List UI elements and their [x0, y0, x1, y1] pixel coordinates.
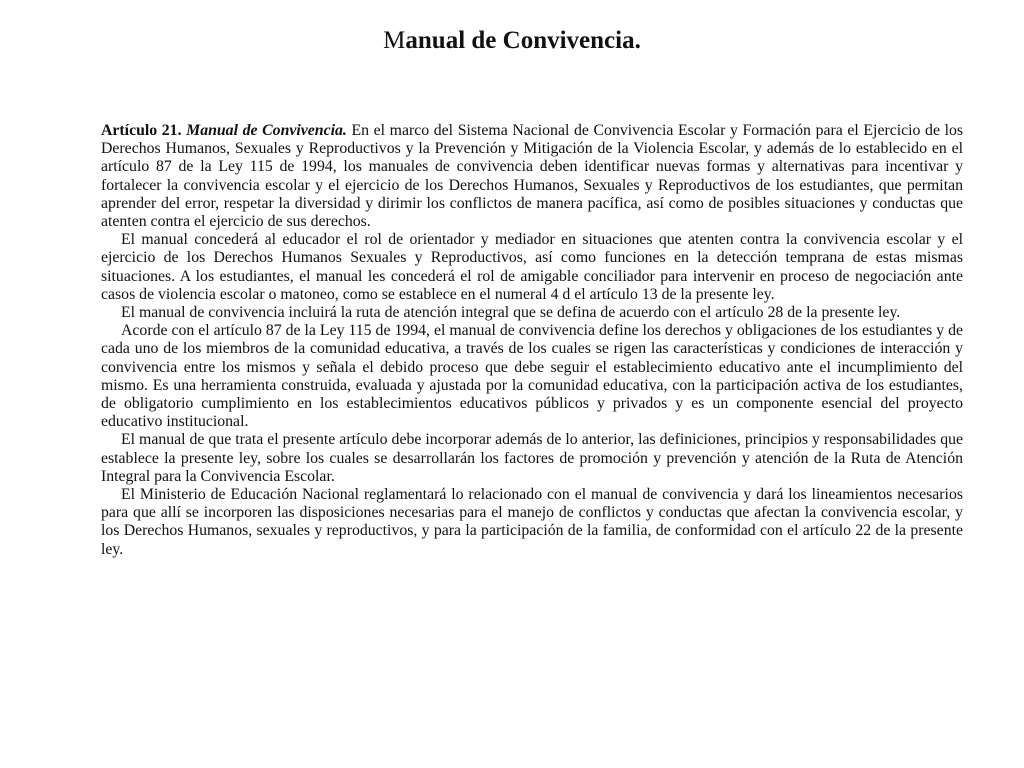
article-paragraph-4: Acorde con el artículo 87 de la Ley 115 de 1994, el manual de convivencia define los derechos y obligaciones de los estudiantes y de cada uno de los miembros de la comunidad educativa, a través de los cuales se rigen las características y condiciones de interacción y convivencia entre los mismos y señala el debido proceso que debe seguir el establecimiento educativo ante el incumplimiento del mismo. Es una herramienta construida, evaluada y ajustada por la comunidad educativa, con la participación activa de los estudiantes, de obligatorio cumplimiento en los establecimientos educativos públicos y privados y es un componente esencial del proyecto educativo institucional. [101, 322, 963, 431]
article-paragraph-1 [101, 122, 963, 231]
article-number: Artículo 21. [101, 122, 182, 139]
article-paragraph-5: El manual de que trata el presente artículo debe incorporar además de lo anterior, las definiciones, principios y responsabilidades que establece la presente ley, sobre los cuales se desarrollarán los factores de promoción y prevención y atención de la Ruta de Atención Integral para la Convivencia Escolar. [101, 431, 963, 485]
article-paragraph-3: El manual de convivencia incluirá la ruta de atención integral que se defina de acuerdo con el artículo 28 de la presente ley. [121, 304, 901, 322]
page-title [0, 24, 1024, 58]
article-body [101, 122, 963, 559]
article-paragraph-6: El Ministerio de Educación Nacional reglamentará lo relacionado con el manual de convivencia y dará los lineamientos necesarios para que allí se incorporen las disposiciones necesarias para el manejo de conflictos y conductas que afectan la convivencia escolar, y los Derechos Humanos, sexuales y reproductivos, y para la participación de la familia, de conformidad con el artículo 22 de la presente ley. [101, 486, 963, 558]
article-paragraph-2: El manual concederá al educador el rol de orientador y mediador en situaciones que atenten contra la convivencia escolar y el ejercicio de los Derechos Humanos Sexuales y Reproductivos, así como funciones en la detección temprana de estas mismas situaciones. A los estudiantes, el manual les concederá el rol de amigable conciliador para intervenir en proceso de negociación ante casos de violencia escolar o matoneo, como se establece en el numeral 4 d el artículo 13 de la presente ley. [101, 231, 963, 303]
article-paragraph-1-text: En el marco del Sistema Nacional de Convivencia Escolar y Formación para el Ejercicio de los Derechos Humanos, Sexuales y Reproductivos y la Prevención y Mitigación de la Violencia Escolar, y además de lo establecido en el artículo 87 de la Ley 115 de 1994, los manuales de convivencia deben identificar nuevas formas y alternativas para incentivar y fortalecer la convivencia escolar y el ejercicio de los Derechos Humanos, Sexuales y Reproductivos de los estudiantes, que permitan aprender del error, respetar la diversidad y dirimir los conflictos de manera pacífica, así como de posibles situaciones y conductas que atenten contra el ejercicio de sus derechos. [101, 122, 964, 231]
title-first-letter: M [383, 27, 406, 54]
title-rest: anual de Convivencia. [405, 27, 641, 54]
article-title: Manual de Convivencia. [186, 122, 347, 139]
